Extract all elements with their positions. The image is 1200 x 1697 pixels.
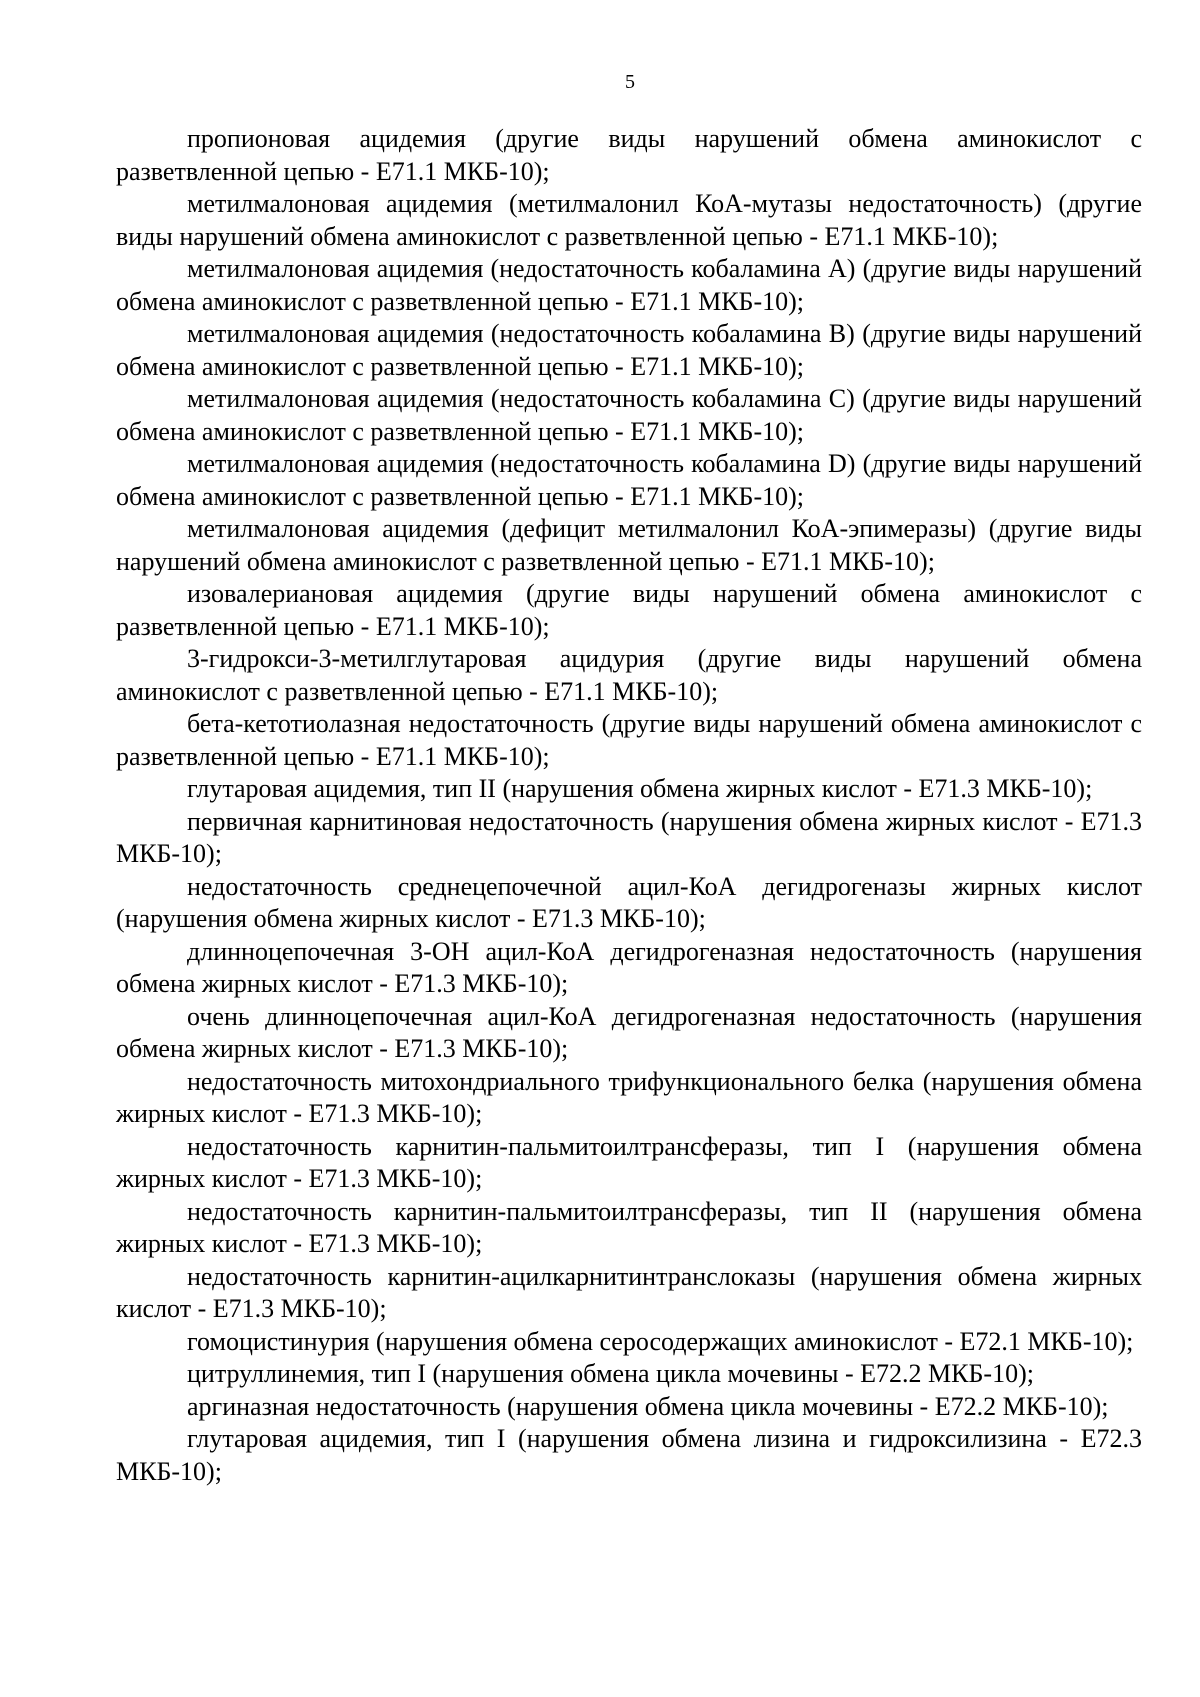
- list-item: глутаровая ацидемия, тип II (нарушения обмена жирных кислот - E71.3 МКБ-10);: [187, 774, 1093, 803]
- list-item: недостаточность митохондриального трифункционального белка (нарушения обмена жирных кислот - E71.3 МКБ-10);: [116, 1066, 1142, 1128]
- list-item: метилмалоновая ацидемия (метилмалонил КоА-мутазы недостаточность) (другие виды нарушений обмена аминокислот с разветвленной цепью - E71.1 МКБ-10);: [116, 189, 1142, 251]
- list-item: 3-гидрокси-3-метилглутаровая ацидурия (другие виды нарушений обмена аминокислот с разветвленной цепью - E71.1 МКБ-10);: [116, 644, 1142, 706]
- list-item: недостаточность карнитин-пальмитоилтрансферазы, тип I (нарушения обмена жирных кислот - E71.3 МКБ-10);: [116, 1131, 1142, 1193]
- list-item: пропионовая ацидемия (другие виды нарушений обмена аминокислот с разветвленной цепью - E71.1 МКБ-10);: [116, 124, 1142, 186]
- list-item: аргиназная недостаточность (нарушения обмена цикла мочевины - E72.2 МКБ-10);: [187, 1391, 1109, 1421]
- list-item: метилмалоновая ацидемия (недостаточность кобаламина C) (другие виды нарушений обмена аминокислот с разветвленной цепью - E71.1 МКБ-10);: [116, 384, 1142, 446]
- list-item: недостаточность карнитин-ацилкарнитинтранслоказы (нарушения обмена жирных кислот - E71.3 МКБ-10);: [116, 1261, 1142, 1323]
- list-item: глутаровая ацидемия, тип I (нарушения обмена лизина и гидроксилизина - E72.3 МКБ-10);: [116, 1424, 1142, 1486]
- page-number: 5: [625, 71, 635, 93]
- list-item: очень длинноцепочечная ацил-КоА дегидрогеназная недостаточность (нарушения обмена жирных кислот - E71.3 МКБ-10);: [116, 1001, 1142, 1063]
- list-item: гомоцистинурия (нарушения обмена серосодержащих аминокислот - E72.1 МКБ-10);: [187, 1326, 1134, 1356]
- list-item: цитруллинемия, тип I (нарушения обмена цикла мочевины - E72.2 МКБ-10);: [187, 1359, 1034, 1388]
- list-item: бета-кетотиолазная недостаточность (другие виды нарушений обмена аминокислот с разветвленной цепью - E71.1 МКБ-10);: [116, 709, 1142, 771]
- document-body: [116, 123, 1142, 1488]
- list-item: недостаточность среднецепочечной ацил-КоА дегидрогеназы жирных кислот (нарушения обмена жирных кислот - E71.3 МКБ-10);: [116, 871, 1142, 933]
- list-item: недостаточность карнитин-пальмитоилтрансферазы, тип II (нарушения обмена жирных кислот - E71.3 МКБ-10);: [116, 1196, 1142, 1258]
- list-item: первичная карнитиновая недостаточность (нарушения обмена жирных кислот - E71.3 МКБ-10);: [116, 806, 1142, 868]
- list-item: изовалериановая ацидемия (другие виды нарушений обмена аминокислот с разветвленной цепью - E71.1 МКБ-10);: [116, 579, 1142, 641]
- list-item: метилмалоновая ацидемия (недостаточность кобаламина D) (другие виды нарушений обмена аминокислот с разветвленной цепью - E71.1 МКБ-10);: [116, 449, 1142, 511]
- list-item: метилмалоновая ацидемия (дефицит метилмалонил КоА-эпимеразы) (другие виды нарушений обмена аминокислот с разветвленной цепью - E71.1 МКБ-10);: [116, 514, 1142, 576]
- list-item: метилмалоновая ацидемия (недостаточность кобаламина B) (другие виды нарушений обмена аминокислот с разветвленной цепью - E71.1 МКБ-10);: [116, 319, 1142, 381]
- list-item: длинноцепочечная 3-OH ацил-КоА дегидрогеназная недостаточность (нарушения обмена жирных кислот - E71.3 МКБ-10);: [116, 936, 1142, 998]
- list-item: метилмалоновая ацидемия (недостаточность кобаламина A) (другие виды нарушений обмена аминокислот с разветвленной цепью - E71.1 МКБ-10);: [116, 254, 1142, 316]
